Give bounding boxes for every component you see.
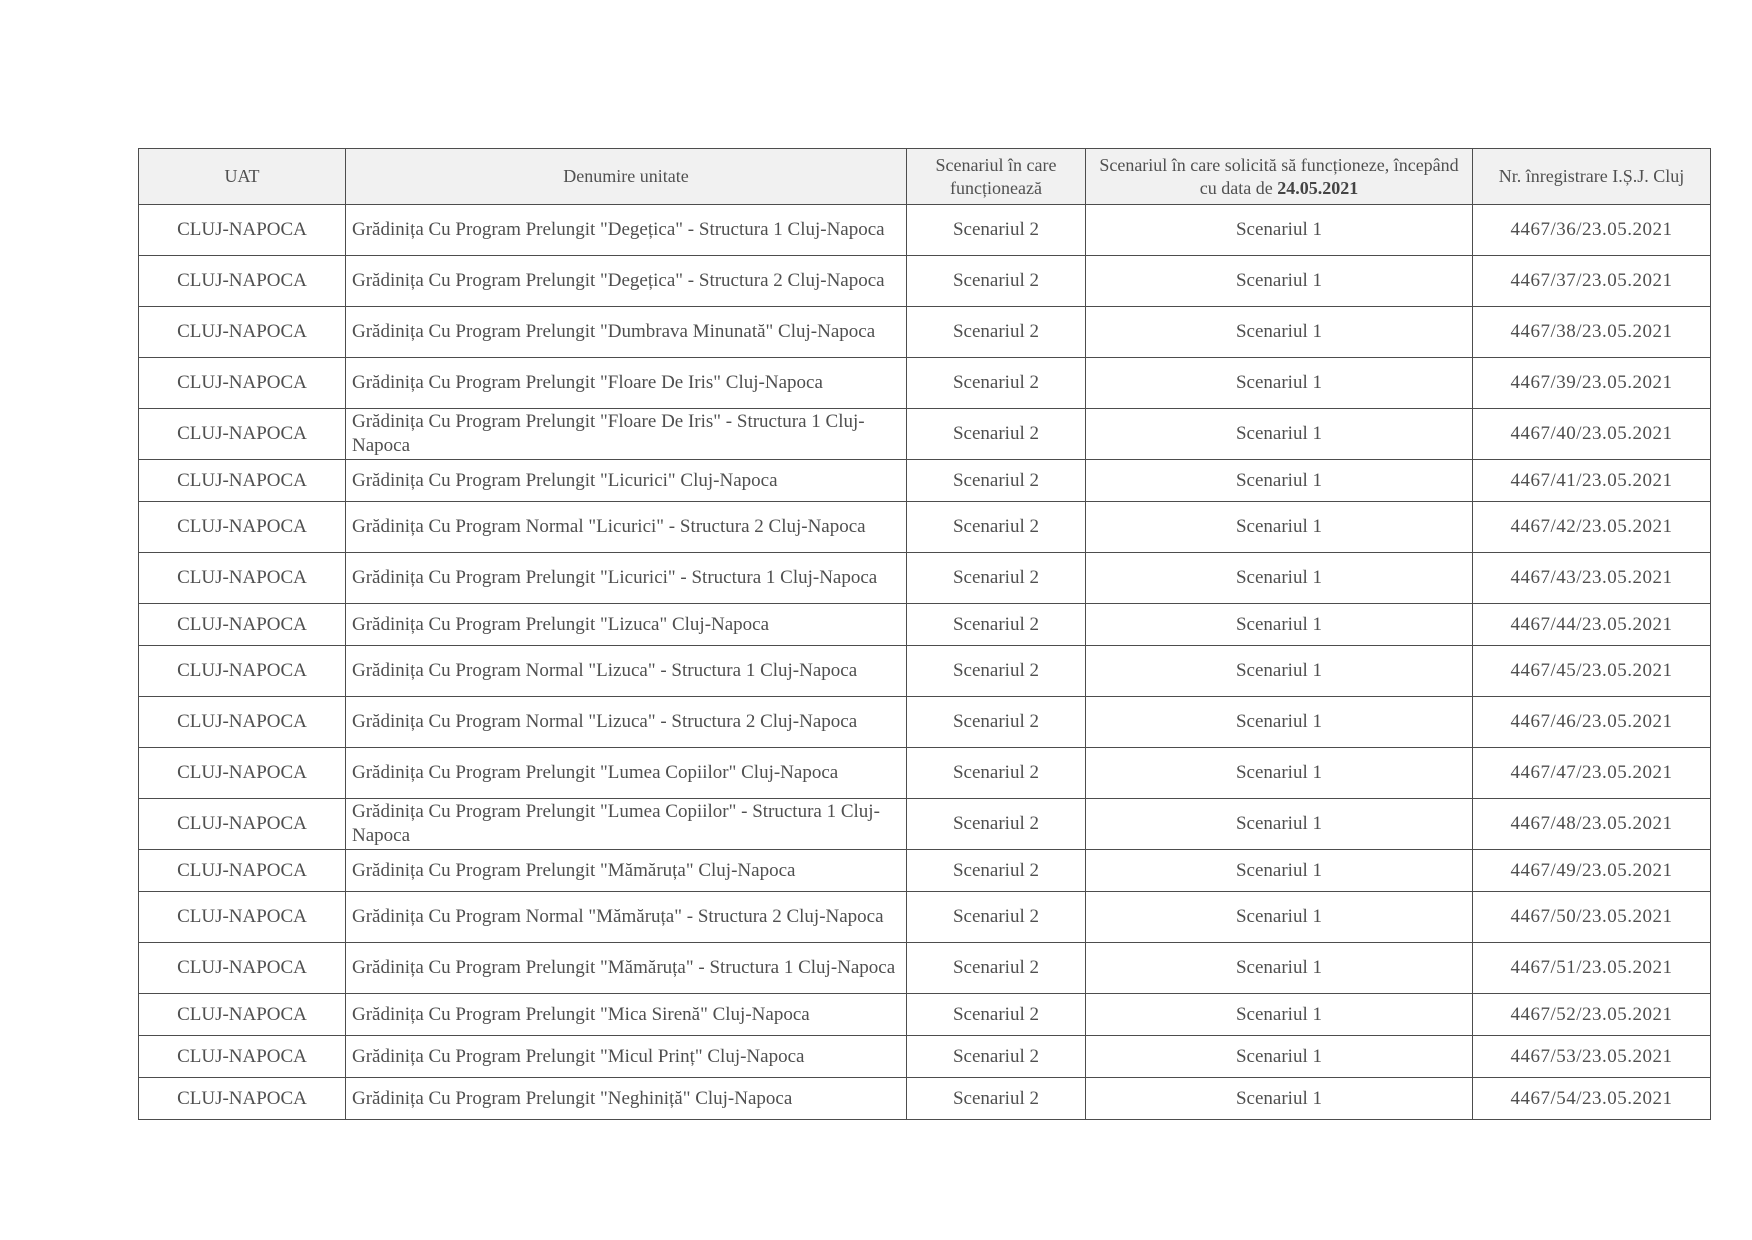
cell-current-scenario: Scenariul 2: [907, 553, 1086, 604]
table-row: [139, 307, 1711, 358]
cell-requested-scenario: Scenariul 1: [1086, 553, 1473, 604]
cell-unit-name: Grădinița Cu Program Prelungit "Floare De Iris" - Structura 1 Cluj-Napoca: [346, 409, 907, 460]
cell-registration-number: 4467/39/23.05.2021: [1473, 358, 1711, 409]
table-row: [139, 409, 1711, 460]
table-row: [139, 850, 1711, 892]
cell-registration-number: 4467/43/23.05.2021: [1473, 553, 1711, 604]
cell-requested-scenario: Scenariul 1: [1086, 502, 1473, 553]
table-row: [139, 604, 1711, 646]
table-row: [139, 460, 1711, 502]
cell-requested-scenario: Scenariul 1: [1086, 205, 1473, 256]
cell-current-scenario: Scenariul 2: [907, 409, 1086, 460]
table-row: [139, 1078, 1711, 1120]
cell-registration-number: 4467/46/23.05.2021: [1473, 697, 1711, 748]
cell-unit-name: Grădinița Cu Program Prelungit "Neghiniță" Cluj-Napoca: [346, 1078, 907, 1120]
cell-registration-number: 4467/38/23.05.2021: [1473, 307, 1711, 358]
cell-requested-scenario: Scenariul 1: [1086, 850, 1473, 892]
cell-current-scenario: Scenariul 2: [907, 358, 1086, 409]
table-row: [139, 748, 1711, 799]
cell-unit-name: Grădinița Cu Program Normal "Licurici" - Structura 2 Cluj-Napoca: [346, 502, 907, 553]
cell-registration-number: 4467/51/23.05.2021: [1473, 943, 1711, 994]
cell-registration-number: 4467/50/23.05.2021: [1473, 892, 1711, 943]
cell-registration-number: 4467/42/23.05.2021: [1473, 502, 1711, 553]
header-requested-scenario-date: 24.05.2021: [1277, 177, 1359, 198]
cell-uat: CLUJ-NAPOCA: [139, 256, 346, 307]
header-current-scenario: Scenariul în care funcționează: [907, 149, 1086, 205]
cell-unit-name: Grădinița Cu Program Prelungit "Lizuca" Cluj-Napoca: [346, 604, 907, 646]
cell-uat: CLUJ-NAPOCA: [139, 307, 346, 358]
cell-requested-scenario: Scenariul 1: [1086, 697, 1473, 748]
cell-unit-name: Grădinița Cu Program Prelungit "Degețica" - Structura 1 Cluj-Napoca: [346, 205, 907, 256]
table-row: [139, 646, 1711, 697]
table-row: [139, 1036, 1711, 1078]
table-row: [139, 256, 1711, 307]
cell-uat: CLUJ-NAPOCA: [139, 748, 346, 799]
cell-uat: CLUJ-NAPOCA: [139, 1078, 346, 1120]
cell-current-scenario: Scenariul 2: [907, 748, 1086, 799]
header-requested-scenario: [1086, 149, 1473, 205]
cell-requested-scenario: Scenariul 1: [1086, 748, 1473, 799]
header-requested-scenario-text: Scenariul în care solicită să funcționeze, începând cu data de: [1099, 154, 1459, 198]
cell-unit-name: Grădinița Cu Program Normal "Mămăruța" - Structura 2 Cluj-Napoca: [346, 892, 907, 943]
cell-current-scenario: Scenariul 2: [907, 604, 1086, 646]
table-body: [139, 205, 1711, 1120]
cell-registration-number: 4467/49/23.05.2021: [1473, 850, 1711, 892]
cell-current-scenario: Scenariul 2: [907, 205, 1086, 256]
cell-current-scenario: Scenariul 2: [907, 1036, 1086, 1078]
cell-requested-scenario: Scenariul 1: [1086, 994, 1473, 1036]
table-row: [139, 205, 1711, 256]
table-row: [139, 799, 1711, 850]
table-row: [139, 502, 1711, 553]
table-row: [139, 943, 1711, 994]
cell-requested-scenario: Scenariul 1: [1086, 943, 1473, 994]
cell-current-scenario: Scenariul 2: [907, 697, 1086, 748]
cell-current-scenario: Scenariul 2: [907, 460, 1086, 502]
cell-uat: CLUJ-NAPOCA: [139, 994, 346, 1036]
cell-registration-number: 4467/41/23.05.2021: [1473, 460, 1711, 502]
cell-registration-number: 4467/36/23.05.2021: [1473, 205, 1711, 256]
cell-requested-scenario: Scenariul 1: [1086, 460, 1473, 502]
cell-unit-name: Grădinița Cu Program Prelungit "Mămăruța" Cluj-Napoca: [346, 850, 907, 892]
cell-requested-scenario: Scenariul 1: [1086, 409, 1473, 460]
cell-current-scenario: Scenariul 2: [907, 799, 1086, 850]
cell-uat: CLUJ-NAPOCA: [139, 943, 346, 994]
cell-registration-number: 4467/44/23.05.2021: [1473, 604, 1711, 646]
cell-unit-name: Grădinița Cu Program Prelungit "Licurici" - Structura 1 Cluj-Napoca: [346, 553, 907, 604]
table-header: [139, 149, 1711, 205]
table-row: [139, 892, 1711, 943]
cell-requested-scenario: Scenariul 1: [1086, 256, 1473, 307]
cell-uat: CLUJ-NAPOCA: [139, 409, 346, 460]
cell-registration-number: 4467/52/23.05.2021: [1473, 994, 1711, 1036]
table-row: [139, 697, 1711, 748]
cell-registration-number: 4467/53/23.05.2021: [1473, 1036, 1711, 1078]
cell-unit-name: Grădinița Cu Program Normal "Lizuca" - Structura 1 Cluj-Napoca: [346, 646, 907, 697]
cell-current-scenario: Scenariul 2: [907, 943, 1086, 994]
cell-unit-name: Grădinița Cu Program Prelungit "Dumbrava Minunată" Cluj-Napoca: [346, 307, 907, 358]
cell-unit-name: Grădinița Cu Program Prelungit "Lumea Copiilor" - Structura 1 Cluj-Napoca: [346, 799, 907, 850]
cell-unit-name: Grădinița Cu Program Prelungit "Licurici" Cluj-Napoca: [346, 460, 907, 502]
cell-current-scenario: Scenariul 2: [907, 256, 1086, 307]
cell-uat: CLUJ-NAPOCA: [139, 604, 346, 646]
cell-unit-name: Grădinița Cu Program Prelungit "Degețica" - Structura 2 Cluj-Napoca: [346, 256, 907, 307]
cell-uat: CLUJ-NAPOCA: [139, 358, 346, 409]
cell-uat: CLUJ-NAPOCA: [139, 205, 346, 256]
cell-uat: CLUJ-NAPOCA: [139, 850, 346, 892]
cell-unit-name: Grădinița Cu Program Prelungit "Mămăruța" - Structura 1 Cluj-Napoca: [346, 943, 907, 994]
cell-registration-number: 4467/40/23.05.2021: [1473, 409, 1711, 460]
cell-requested-scenario: Scenariul 1: [1086, 307, 1473, 358]
cell-requested-scenario: Scenariul 1: [1086, 892, 1473, 943]
cell-uat: CLUJ-NAPOCA: [139, 553, 346, 604]
table-row: [139, 994, 1711, 1036]
cell-registration-number: 4467/47/23.05.2021: [1473, 748, 1711, 799]
cell-current-scenario: Scenariul 2: [907, 646, 1086, 697]
cell-current-scenario: Scenariul 2: [907, 850, 1086, 892]
cell-uat: CLUJ-NAPOCA: [139, 1036, 346, 1078]
cell-uat: CLUJ-NAPOCA: [139, 697, 346, 748]
schools-scenario-table: [138, 148, 1711, 1120]
cell-uat: CLUJ-NAPOCA: [139, 892, 346, 943]
cell-requested-scenario: Scenariul 1: [1086, 1078, 1473, 1120]
cell-uat: CLUJ-NAPOCA: [139, 799, 346, 850]
cell-registration-number: 4467/37/23.05.2021: [1473, 256, 1711, 307]
cell-requested-scenario: Scenariul 1: [1086, 646, 1473, 697]
cell-registration-number: 4467/54/23.05.2021: [1473, 1078, 1711, 1120]
cell-current-scenario: Scenariul 2: [907, 502, 1086, 553]
cell-unit-name: Grădinița Cu Program Normal "Lizuca" - Structura 2 Cluj-Napoca: [346, 697, 907, 748]
cell-unit-name: Grădinița Cu Program Prelungit "Lumea Copiilor" Cluj-Napoca: [346, 748, 907, 799]
cell-unit-name: Grădinița Cu Program Prelungit "Micul Prinț" Cluj-Napoca: [346, 1036, 907, 1078]
cell-current-scenario: Scenariul 2: [907, 307, 1086, 358]
cell-unit-name: Grădinița Cu Program Prelungit "Floare De Iris" Cluj-Napoca: [346, 358, 907, 409]
cell-uat: CLUJ-NAPOCA: [139, 502, 346, 553]
cell-registration-number: 4467/45/23.05.2021: [1473, 646, 1711, 697]
cell-requested-scenario: Scenariul 1: [1086, 358, 1473, 409]
cell-uat: CLUJ-NAPOCA: [139, 646, 346, 697]
header-uat: UAT: [139, 149, 346, 205]
header-name: Denumire unitate: [346, 149, 907, 205]
cell-requested-scenario: Scenariul 1: [1086, 604, 1473, 646]
header-registration: Nr. înregistrare I.Ș.J. Cluj: [1473, 149, 1711, 205]
cell-current-scenario: Scenariul 2: [907, 1078, 1086, 1120]
cell-unit-name: Grădinița Cu Program Prelungit "Mica Sirenă" Cluj-Napoca: [346, 994, 907, 1036]
cell-current-scenario: Scenariul 2: [907, 994, 1086, 1036]
cell-registration-number: 4467/48/23.05.2021: [1473, 799, 1711, 850]
cell-requested-scenario: Scenariul 1: [1086, 799, 1473, 850]
cell-current-scenario: Scenariul 2: [907, 892, 1086, 943]
table-row: [139, 358, 1711, 409]
table-row: [139, 553, 1711, 604]
header-row: [139, 149, 1711, 205]
cell-requested-scenario: Scenariul 1: [1086, 1036, 1473, 1078]
cell-uat: CLUJ-NAPOCA: [139, 460, 346, 502]
